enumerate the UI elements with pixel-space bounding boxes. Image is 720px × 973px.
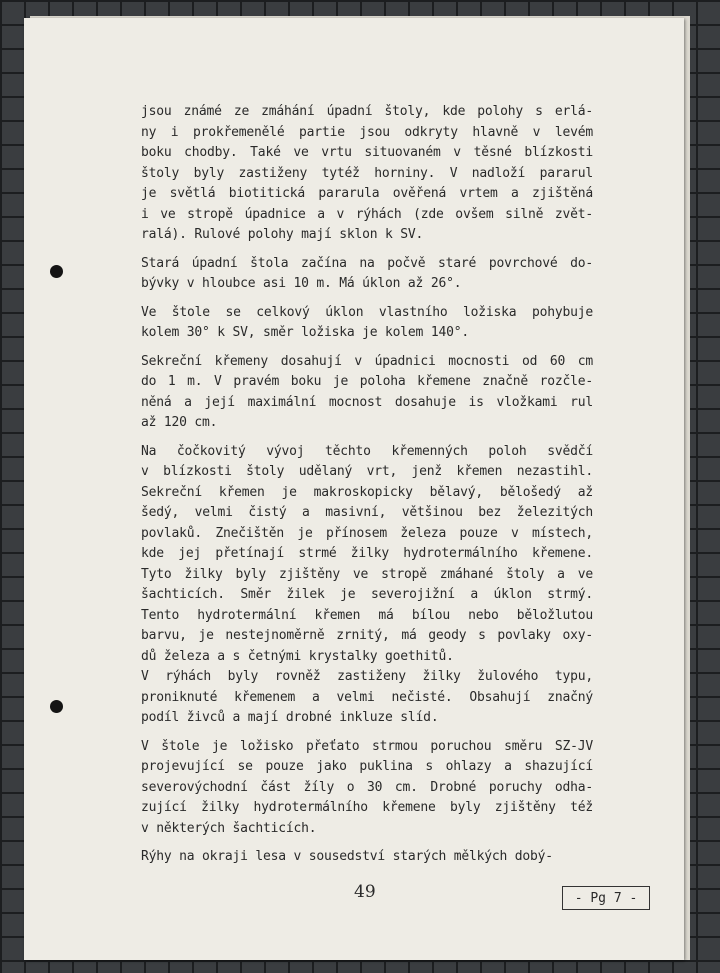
document-body — [141, 102, 593, 876]
text-line: Tento hydrotermální křemen má bílou nebo běložlutou — [141, 607, 593, 623]
text-line: projevující se pouze jako puklina s ohlazy a shazující — [141, 759, 593, 774]
text-line: severovýchodní část žíly o 30 cm. Drobné poruchy odha- — [141, 779, 593, 795]
text-line: kde jej přetínají strmé žilky hydrotermálního křemene. — [141, 546, 593, 561]
text-line: povlaků. Znečištěn je přínosem železa pouze v místech, — [141, 525, 593, 541]
text-line: barvu, je nestejnoměrně zrnitý, má geody s povlaky oxy- — [141, 628, 593, 643]
text-line: v blízkosti štoly udělaný vrt, jenž křemen nezastihl. — [141, 464, 593, 479]
text-line: bývky v hloubce asi 10 m. Má úklon až 26°. — [141, 276, 462, 291]
paragraph — [141, 254, 593, 295]
page-tag: - Pg 7 - — [562, 886, 650, 910]
text-line: Sekreční křemen je makroskopicky bělavý, bělošedý až — [141, 484, 593, 500]
text-line: šedý, velmi čistý a masivní, většinou bez železitých — [141, 505, 593, 520]
text-line: Sekreční křemeny dosahují v úpadnici mocnosti od 60 cm — [141, 353, 593, 369]
text-line: ralá). Rulové polohy mají sklon k SV. — [141, 227, 424, 242]
text-line: i ve stropě úpadnice a v rýhách (zde ovšem silně zvět- — [141, 206, 593, 222]
text-line: Stará úpadní štola začína na počvě staré povrchové do- — [141, 255, 593, 271]
text-line: šachticích. Směr žilek je severojižní a úklon strmý. — [141, 587, 593, 602]
paragraph — [141, 737, 593, 840]
text-line: boku chodby. Také ve vrtu situovaném v těsné blízkosti — [141, 145, 593, 160]
page-number: 49 — [354, 882, 376, 902]
text-line: je světlá biotitická pararula ověřená vrtem a zjištěná — [141, 186, 593, 201]
text-line: podíl živců a mají drobné inkluze slíd. — [141, 710, 439, 725]
punch-hole-bottom — [50, 700, 63, 713]
text-line: proniknuté křemenem a velmi nečisté. Obsahují značný — [141, 689, 593, 705]
text-line: do 1 m. V pravém boku je poloha křemene značně rozčle- — [141, 374, 593, 389]
punch-hole-top — [50, 265, 63, 278]
text-line: Tyto žilky byly zjištěny ve stropě zmáhané štoly a ve — [141, 566, 593, 582]
text-line: něná a její maximální mocnost dosahuje is vložkami rul — [141, 394, 593, 410]
text-line: ny i prokřemenělé partie jsou odkryty hlavně v levém — [141, 124, 593, 140]
paragraph — [141, 303, 593, 344]
text-line: až 120 cm. — [141, 415, 218, 430]
text-line: dů železa a s četnými krystalky goethitů. — [141, 648, 454, 664]
text-line: jsou známé ze zmáhání úpadní štoly, kde polohy s erlá- — [141, 104, 593, 119]
text-line: V štole je ložisko přeťato strmou poruchou směru SZ-JV — [141, 738, 593, 754]
text-line: zující žilky hydrotermálního křemene byly zjištěny též — [141, 800, 593, 815]
text-line: štoly byly zastiženy tytéž horniny. V nadloží pararul — [141, 165, 593, 181]
text-line: V rýhách byly rovněž zastiženy žilky žulového typu, — [141, 669, 593, 684]
paragraph — [141, 352, 593, 434]
paragraph — [141, 667, 593, 729]
paragraph — [141, 847, 593, 868]
text-line: Ve štole se celkový úklon vlastního ložiska pohybuje — [141, 304, 593, 320]
paragraph — [141, 442, 593, 668]
text-line: v některých šachticích. — [141, 820, 317, 836]
text-line: kolem 30° k SV, směr ložiska je kolem 140°. — [141, 325, 469, 340]
document-page — [24, 18, 684, 960]
paragraph — [141, 102, 593, 246]
text-line: Rýhy na okraji lesa v sousedství starých mělkých dobý- — [141, 849, 553, 864]
text-line: Na čočkovitý vývoj těchto křemenných poloh svědčí — [141, 443, 593, 459]
